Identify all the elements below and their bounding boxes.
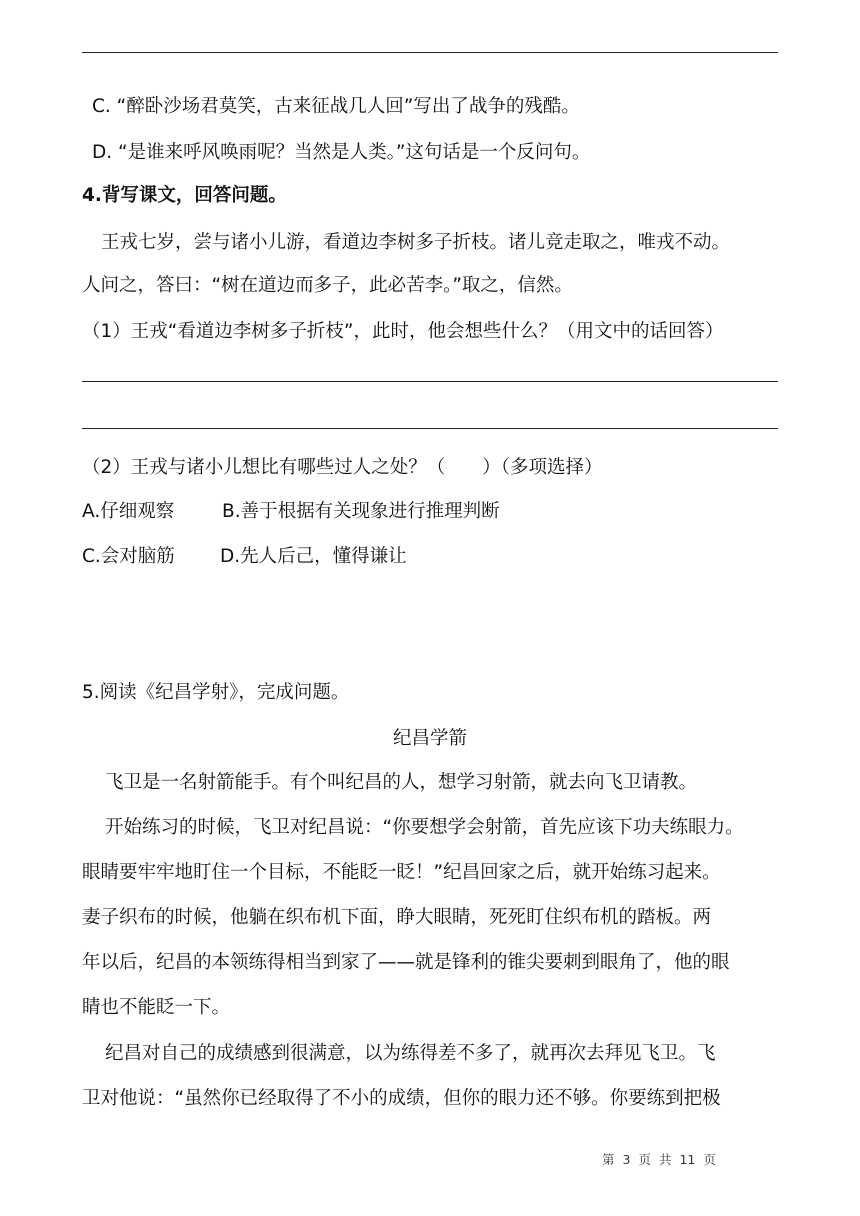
story-paragraph-1: 飞卫是一名射箭能手。有个叫纪昌的人，想学习射箭，就去向飞卫请教。 [105, 772, 698, 793]
question-5-title: 5.阅读《纪昌学射》，完成问题。 [82, 682, 350, 703]
story-paragraph-2-line-5: 睛也不能眨一下。 [82, 997, 231, 1018]
story-title: 纪昌学箭 [392, 728, 467, 749]
footer-total-word: 共 [658, 1152, 672, 1167]
story-paragraph-2-line-1: 开始练习的时候，飞卫对纪昌说：“你要想学会射箭，首先应该下功夫练眼力。 [105, 817, 744, 838]
footer-page-word: 页 [638, 1152, 651, 1167]
footer-prefix: 第 [602, 1152, 615, 1167]
option-d: D. “是谁来呼风唤雨呢？当然是人类。”这句话是一个反问句。 [92, 142, 591, 163]
footer-suffix: 页 [703, 1152, 716, 1167]
story-paragraph-2-line-3: 妻子织布的时候，他躺在织布机下面，睁大眼睛，死死盯住织布机的踏板。两 [82, 907, 712, 928]
q4-option-d: D.先人后己，懂得谦让 [220, 546, 407, 567]
story-paragraph-2-line-4: 年以后，纪昌的本领练得相当到家了——就是锋利的锥尖要刺到眼角了，他的眼 [82, 952, 730, 973]
answer-line-1[interactable] [82, 381, 778, 382]
question-4-title: 4.背写课文，回答问题。 [82, 185, 287, 206]
page-footer [600, 1150, 800, 1168]
q4-passage-line-2: 人问之，答曰：“树在道边而多子，此必苦李。”取之，信然。 [82, 275, 573, 296]
answer-line-2[interactable] [82, 428, 778, 429]
story-paragraph-3-line-1: 纪昌对自己的成绩感到很满意，以为练得差不多了，就再次去拜见飞卫。飞 [105, 1043, 716, 1064]
header-rule [82, 52, 778, 53]
footer-total-pages: 11 [679, 1152, 696, 1167]
q4-passage-line-1: 王戎七岁，尝与诸小儿游，看道边李树多子折枝。诸儿竞走取之，唯戎不动。 [101, 232, 731, 253]
q4-option-a: A.仔细观察 [82, 501, 175, 522]
story-paragraph-3-line-2: 卫对他说：“虽然你已经取得了不小的成绩，但你的眼力还不够。你要练到把极 [82, 1088, 721, 1109]
q4-option-b: B.善于根据有关现象进行推理判断 [222, 501, 500, 522]
footer-current-page: 3 [622, 1152, 631, 1167]
q4-subquestion-1: （1）王戎“看道边李树多子折枝”，此时，他会想些什么？（用文中的话回答） [82, 321, 724, 342]
q4-option-c: C.会对脑筋 [82, 546, 175, 567]
q4-subquestion-2: （2）王戎与诸小儿想比有哪些过人之处？（ ）（多项选择） [82, 457, 603, 478]
option-c: C. “醉卧沙场君莫笑，古来征战几人回”写出了战争的残酷。 [92, 96, 580, 117]
story-paragraph-2-line-2: 眼睛要牢牢地盯住一个目标，不能眨一眨！”纪昌回家之后，就开始练习起来。 [82, 862, 721, 883]
